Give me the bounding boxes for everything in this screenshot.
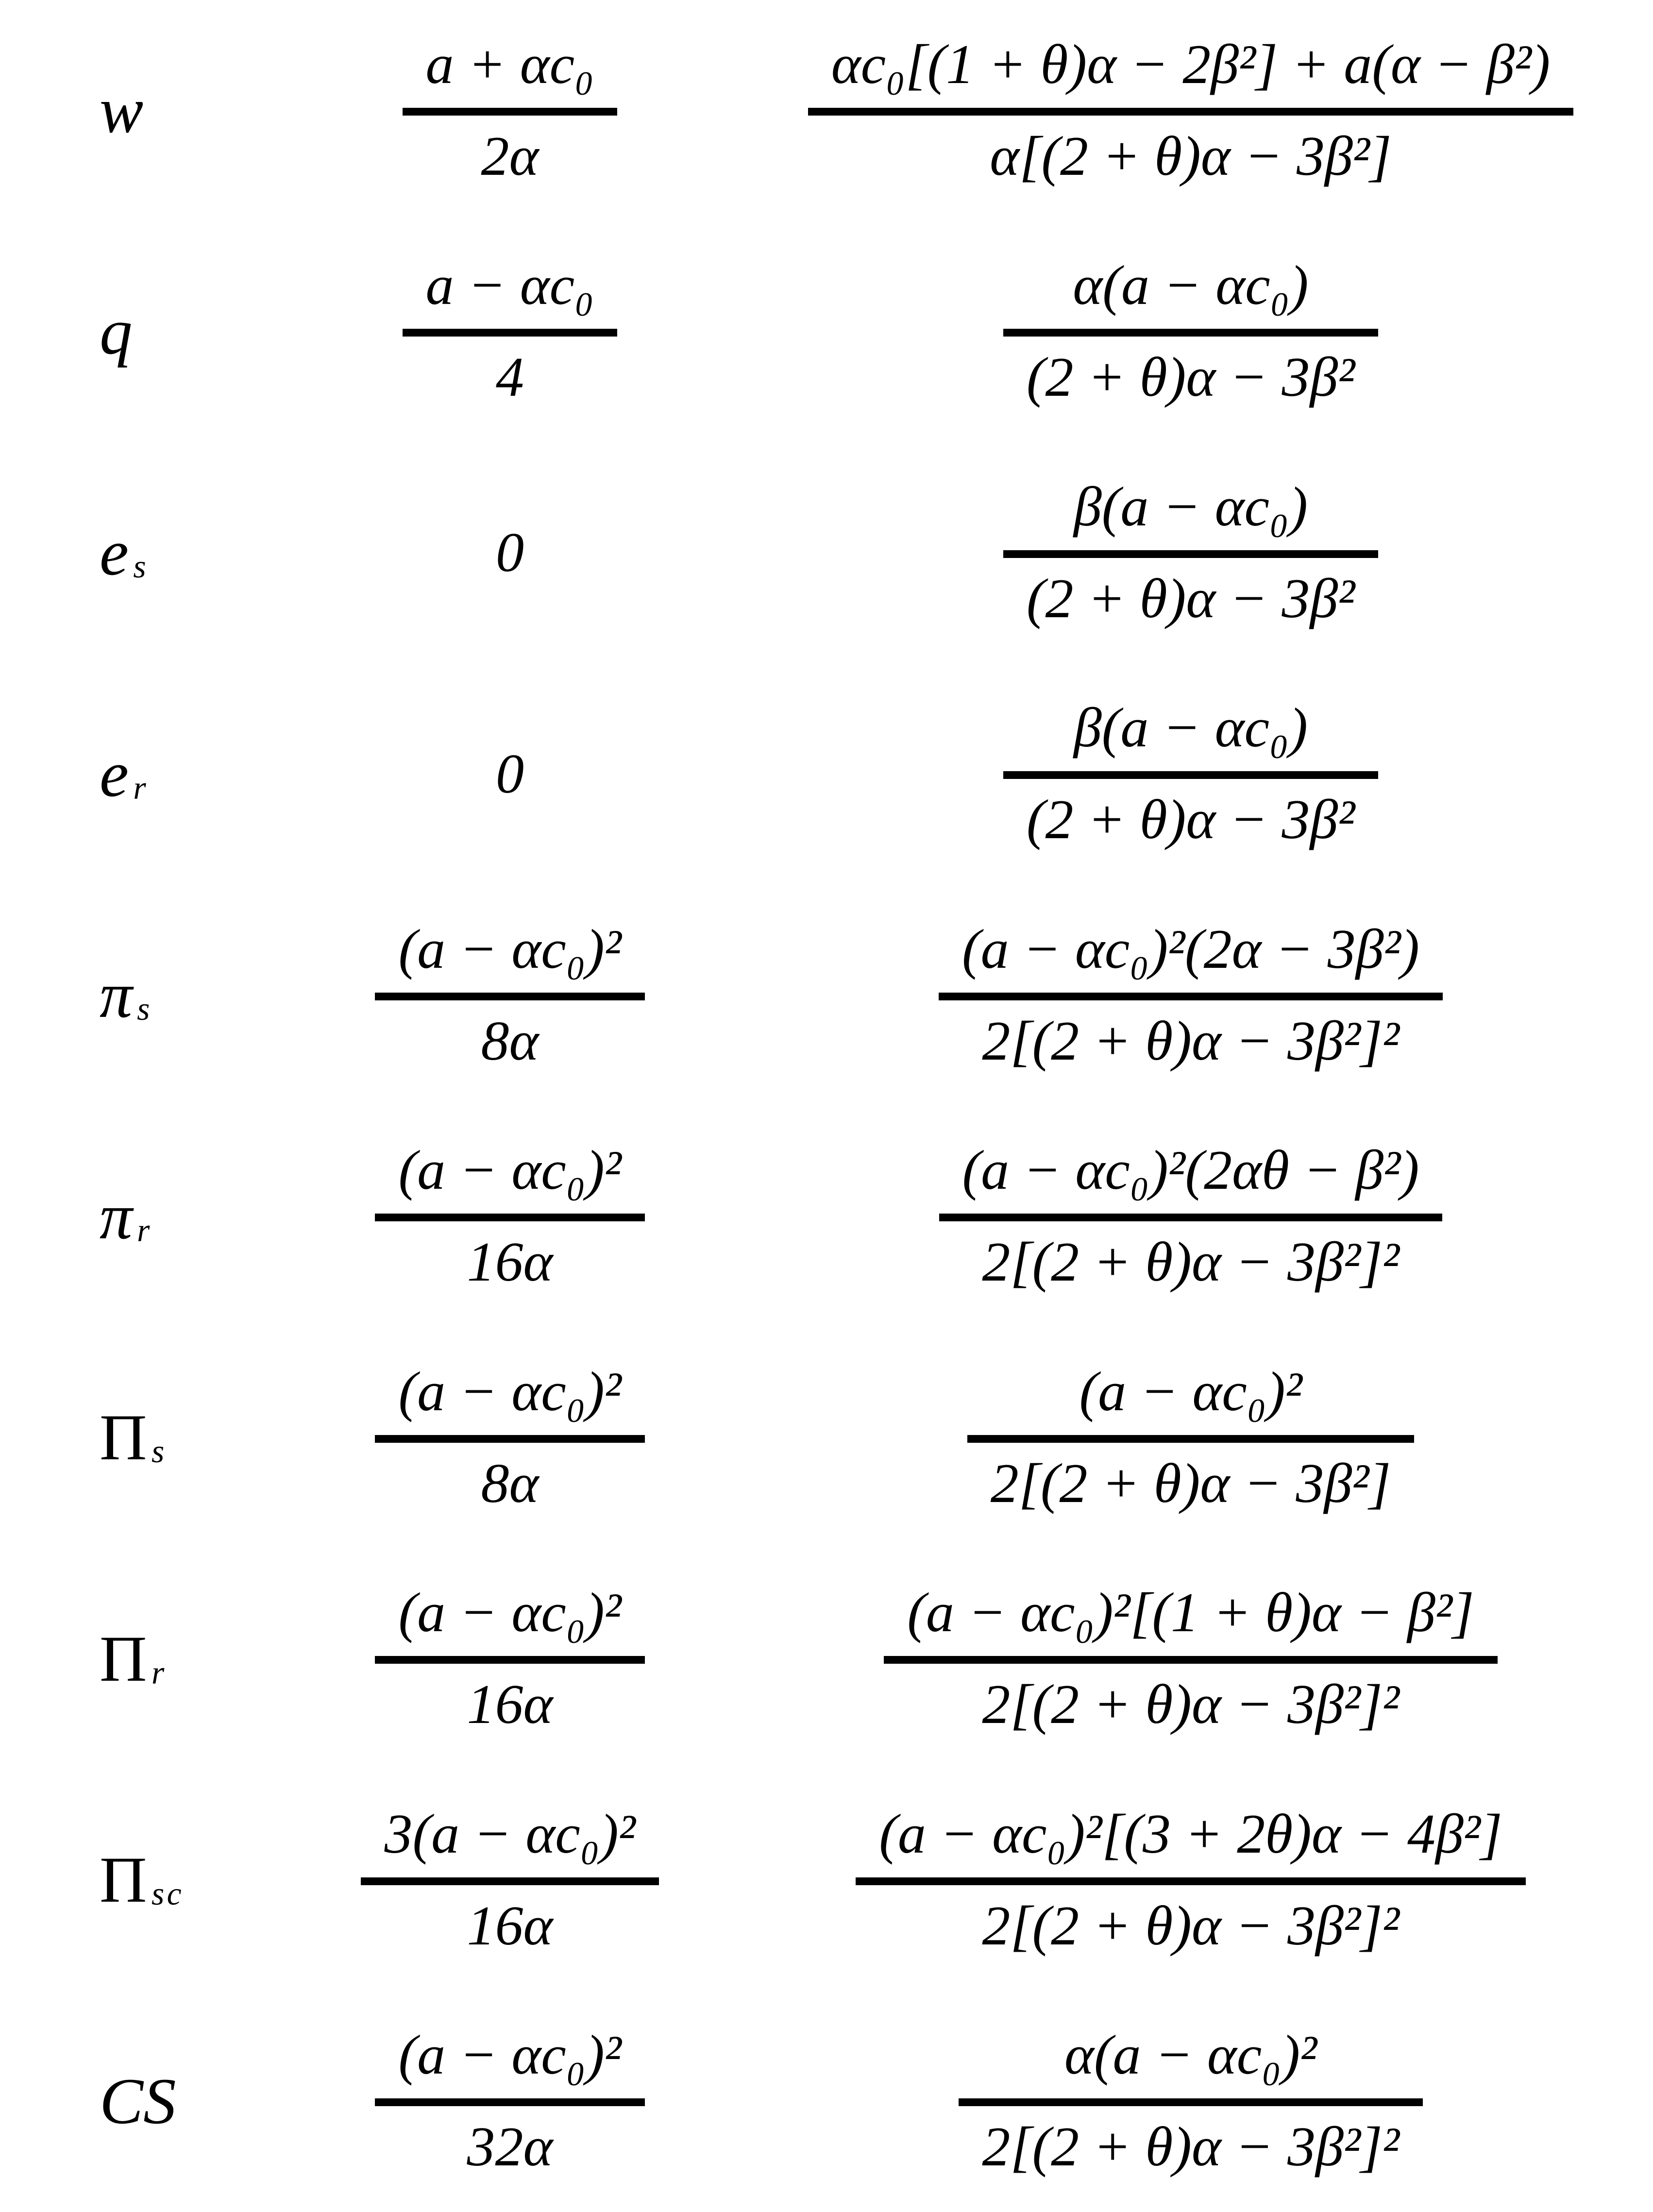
fraction-denominator: α[(2 + θ)α − 3β²] [990, 125, 1392, 187]
fraction-denominator: (2 + θ)α − 3β² [1026, 346, 1355, 409]
row-cap-pi-s [0, 1327, 1653, 1549]
variable-symbol: CS [100, 2065, 176, 2138]
fraction-denominator: (2 + θ)α − 3β² [1026, 789, 1355, 851]
row-label [0, 958, 272, 1033]
fraction-denominator: 4 [495, 346, 524, 409]
row-label [0, 73, 272, 148]
fraction-numerator: β(a − αc₀) [1003, 693, 1378, 779]
variable-symbol: π [100, 959, 133, 1032]
col2-cell [272, 30, 748, 192]
variable-symbol: q [100, 295, 133, 368]
fraction-numerator: α(a − αc₀)² [959, 2020, 1422, 2106]
row-q [0, 221, 1653, 443]
col3-cell [748, 914, 1653, 1077]
col3-cell [748, 1578, 1653, 1740]
variable-symbol: Π [100, 1844, 147, 1917]
fraction-numerator: (a − αc₀)² [375, 1357, 644, 1443]
col2-cell [272, 1799, 748, 1961]
col2-cell [272, 1135, 748, 1298]
fraction-numerator: (a − αc₀)² [375, 914, 644, 1000]
col2-cell [272, 521, 748, 585]
row-label [0, 2064, 272, 2139]
fraction [403, 251, 618, 413]
zero-value: 0 [496, 522, 524, 584]
fraction-numerator: 3(a − αc₀)² [361, 1799, 658, 1885]
col2-cell [272, 2020, 748, 2182]
fraction-numerator: (a − αc₀)² [375, 2020, 644, 2106]
fraction-numerator: (a − αc₀)²(2αθ − β²) [939, 1135, 1443, 1221]
fraction-denominator: 2[(2 + θ)α − 3β²]² [982, 1010, 1400, 1072]
fraction [1003, 251, 1378, 413]
variable-subscript: sc [151, 1875, 184, 1912]
col2-cell [272, 742, 748, 807]
row-label [0, 515, 272, 591]
row-e-s [0, 442, 1653, 664]
row-e-r [0, 664, 1653, 885]
fraction-denominator: 2[(2 + θ)α − 3β²]² [982, 1894, 1400, 1957]
col2-cell [272, 914, 748, 1077]
variable-symbol: Π [100, 1622, 147, 1695]
row-cap-pi-r [0, 1549, 1653, 1770]
col3-cell [748, 472, 1653, 634]
row-w [0, 0, 1653, 221]
fraction [1003, 693, 1378, 855]
variable-subscript: s [151, 1433, 167, 1470]
fraction-denominator: (2 + θ)α − 3β² [1026, 567, 1355, 630]
fraction-numerator: a + αc₀ [403, 30, 618, 116]
col3-cell [748, 2020, 1653, 2182]
row-label [0, 737, 272, 812]
fraction-numerator: αc₀[(1 + θ)α − 2β²] + a(α − β²) [808, 30, 1573, 116]
row-label [0, 294, 272, 370]
variable-subscript: r [137, 1212, 152, 1249]
fraction-denominator: 2[(2 + θ)α − 3β²]² [982, 1231, 1400, 1294]
col2-cell [272, 251, 748, 413]
variable-symbol: e [100, 517, 129, 590]
variable-subscript: s [133, 548, 149, 585]
row-label [0, 1179, 272, 1254]
col3-cell [748, 1135, 1653, 1298]
row-label [0, 1842, 272, 1918]
fraction [808, 30, 1573, 192]
fraction [375, 1357, 644, 1519]
fraction [375, 1578, 644, 1740]
fraction-denominator: 8α [481, 1010, 539, 1072]
fraction [403, 30, 618, 192]
col3-cell [748, 1799, 1653, 1961]
fraction-numerator: (a − αc₀)²(2α − 3β²) [939, 914, 1443, 1000]
row-pi-s [0, 885, 1653, 1106]
row-cap-pi-sc [0, 1770, 1653, 1991]
fraction-numerator: (a − αc₀)²[(3 + 2θ)α − 4β²] [856, 1799, 1526, 1885]
fraction-denominator: 2[(2 + θ)α − 3β²]² [982, 1673, 1400, 1736]
variable-symbol: π [100, 1180, 133, 1253]
fraction [1003, 472, 1378, 634]
fraction-numerator: α(a − αc₀) [1003, 251, 1378, 337]
fraction-numerator: (a − αc₀)² [967, 1357, 1415, 1443]
col2-cell [272, 1578, 748, 1740]
fraction-denominator: 2[(2 + θ)α − 3β²]² [982, 2116, 1400, 2178]
fraction [856, 1799, 1526, 1961]
fraction [375, 1135, 644, 1298]
fraction-numerator: a − αc₀ [403, 251, 618, 337]
fraction-numerator: (a − αc₀)² [375, 1135, 644, 1221]
fraction [375, 2020, 644, 2182]
col2-cell [272, 1357, 748, 1519]
zero-value: 0 [496, 743, 524, 805]
fraction-denominator: 8α [481, 1452, 539, 1515]
col3-cell [748, 693, 1653, 855]
variable-symbol: w [100, 74, 144, 147]
variable-subscript: s [137, 991, 152, 1028]
fraction [939, 914, 1443, 1077]
fraction-denominator: 32α [467, 2116, 553, 2178]
row-cs [0, 1991, 1653, 2212]
col3-cell [748, 1357, 1653, 1519]
fraction-denominator: 16α [467, 1673, 553, 1736]
fraction-denominator: 2[(2 + θ)α − 3β²] [990, 1452, 1391, 1515]
variable-subscript: r [133, 769, 149, 806]
variable-subscript: r [151, 1654, 167, 1691]
row-pi-r [0, 1106, 1653, 1328]
fraction [361, 1799, 658, 1961]
row-label [0, 1400, 272, 1475]
fraction-numerator: β(a − αc₀) [1003, 472, 1378, 558]
fraction-numerator: (a − αc₀)² [375, 1578, 644, 1664]
fraction-denominator: 16α [467, 1894, 553, 1957]
fraction [884, 1578, 1498, 1740]
fraction-numerator: (a − αc₀)²[(1 + θ)α − β²] [884, 1578, 1498, 1664]
fraction [959, 2020, 1422, 2182]
fraction [375, 914, 644, 1077]
row-label [0, 1621, 272, 1697]
variable-symbol: e [100, 738, 129, 811]
col3-cell [748, 30, 1653, 192]
fraction-denominator: 2α [481, 125, 539, 187]
fraction [939, 1135, 1443, 1298]
col3-cell [748, 251, 1653, 413]
fraction [967, 1357, 1415, 1519]
fraction-denominator: 16α [467, 1231, 553, 1294]
variable-symbol: Π [100, 1401, 147, 1474]
